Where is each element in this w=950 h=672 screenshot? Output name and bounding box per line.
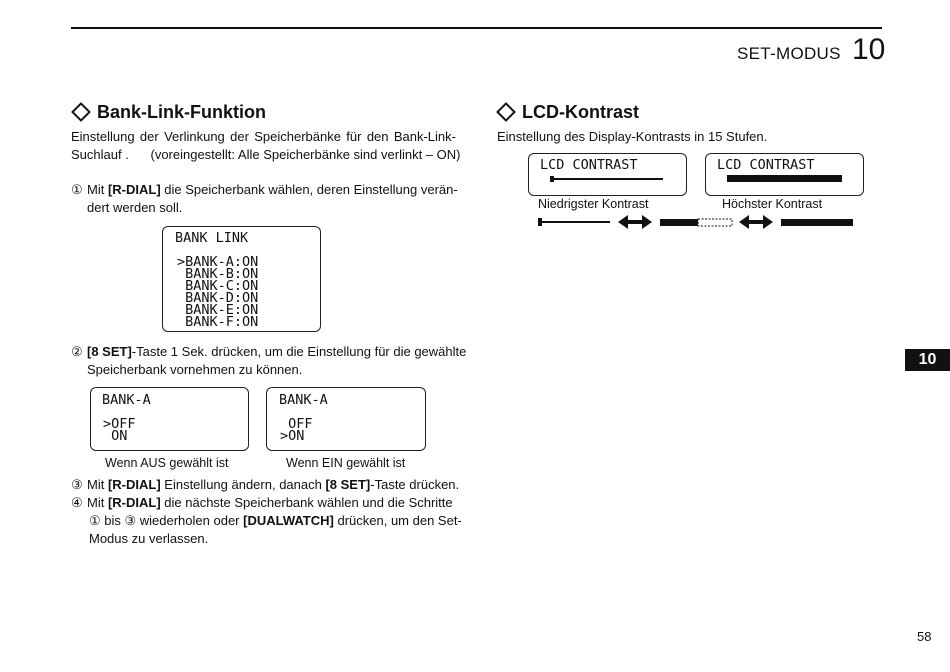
contrast-scale-diagram	[536, 212, 856, 234]
lcd-contrast-intro: Einstellung des Display-Kontrasts in 15 Stufen.	[497, 129, 768, 144]
lcd-line: BANK-D:ON	[177, 290, 259, 306]
lcd-line: BANK-F:ON	[177, 314, 259, 330]
lcd-line: >ON	[280, 428, 305, 444]
step-number: ③	[71, 477, 83, 492]
lcd-contrast-heading	[496, 102, 639, 123]
page-number: 58	[917, 629, 932, 644]
step-text: die nächste Speicherbank wählen und die Schritte	[160, 495, 453, 510]
step-text: Mit	[87, 182, 108, 197]
diamond-icon	[71, 102, 91, 122]
lcd-title: BANK LINK	[175, 230, 249, 246]
lcd-bank-a-off	[90, 387, 249, 451]
lcd-title: LCD CONTRAST	[540, 157, 638, 173]
key-label: [8 SET]	[325, 477, 371, 492]
key-label: [R-DIAL]	[107, 495, 161, 510]
lcd-contrast-title: LCD-Kontrast	[522, 102, 639, 122]
contrast-marker	[550, 176, 554, 182]
lcd-line: ON	[103, 428, 128, 444]
key-label: [R-DIAL]	[107, 182, 161, 197]
step-number: ①	[71, 182, 83, 197]
lcd-line: BANK-E:ON	[177, 302, 259, 318]
double-arrow-icon	[739, 215, 773, 229]
scale-max-bar	[781, 219, 853, 226]
key-label: [R-DIAL]	[107, 477, 161, 492]
caption-lowest: Niedrigster Kontrast	[538, 197, 649, 211]
step-number: ④	[71, 495, 83, 510]
contrast-track	[551, 178, 663, 180]
step-4-line3: Modus zu verlassen.	[89, 531, 209, 546]
step-text: Mit	[87, 477, 108, 492]
bank-link-intro-line2: Suchlauf . (voreingestellt: Alle Speicherbänke sind verlinkt – ON)	[71, 147, 461, 162]
key-label: [DUALWATCH]	[243, 513, 334, 528]
lcd-bank-a-on	[266, 387, 426, 451]
bank-link-intro-line1: Einstellung der Verlinkung der Speicherbänke für den Bank-Link-	[71, 129, 456, 144]
lcd-bank-link	[162, 226, 321, 332]
scale-mid-bar	[660, 219, 698, 226]
chapter-number: 10	[852, 33, 886, 66]
header-rule	[71, 27, 882, 29]
step-1	[71, 181, 456, 199]
lcd-title: LCD CONTRAST	[717, 157, 815, 173]
step-text: die Speicherbank wählen, deren Einstellung verän-	[160, 182, 458, 197]
step-4-line2	[89, 512, 462, 530]
lcd-line: >BANK-A:ON	[177, 254, 259, 270]
step-text: ① bis ③ wiederholen oder	[89, 513, 244, 528]
diamond-icon	[496, 102, 516, 122]
scale-min-line	[538, 221, 610, 223]
contrast-bar-full	[727, 175, 842, 182]
lcd-contrast-high	[705, 153, 864, 196]
step-text: -Taste drücken.	[370, 477, 460, 492]
step-number: ②	[71, 344, 83, 359]
step-1-line2: dert werden soll.	[87, 200, 183, 215]
lcd-line: >OFF	[103, 416, 136, 432]
lcd-line: OFF	[280, 416, 313, 432]
double-arrow-icon	[618, 215, 652, 229]
caption-on: Wenn EIN gewählt ist	[286, 456, 406, 470]
caption-highest: Höchster Kontrast	[722, 197, 823, 211]
step-2-line2: Speicherbank vornehmen zu können.	[87, 362, 303, 377]
step-2	[71, 343, 467, 361]
step-text: -Taste 1 Sek. drücken, um die Einstellung für die gewählte	[131, 344, 467, 359]
step-text: Einstellung ändern, danach	[160, 477, 326, 492]
lcd-title: BANK-A	[279, 392, 328, 408]
lcd-line: BANK-C:ON	[177, 278, 259, 294]
step-text: Mit	[87, 495, 108, 510]
caption-off: Wenn AUS gewählt ist	[105, 456, 229, 470]
lcd-contrast-low	[528, 153, 687, 196]
bank-link-title: Bank-Link-Funktion	[97, 102, 266, 122]
step-text: drücken, um den Set-	[333, 513, 462, 528]
lcd-title: BANK-A	[102, 392, 151, 408]
key-label: [8 SET]	[87, 344, 132, 359]
lcd-line: BANK-B:ON	[177, 266, 259, 282]
chapter-label: SET-MODUS	[737, 44, 841, 63]
step-3	[71, 476, 459, 494]
bank-link-heading	[71, 102, 266, 123]
scale-mid-dashed	[698, 219, 732, 226]
chapter-side-tab: 10	[905, 349, 950, 371]
step-4	[71, 494, 453, 512]
